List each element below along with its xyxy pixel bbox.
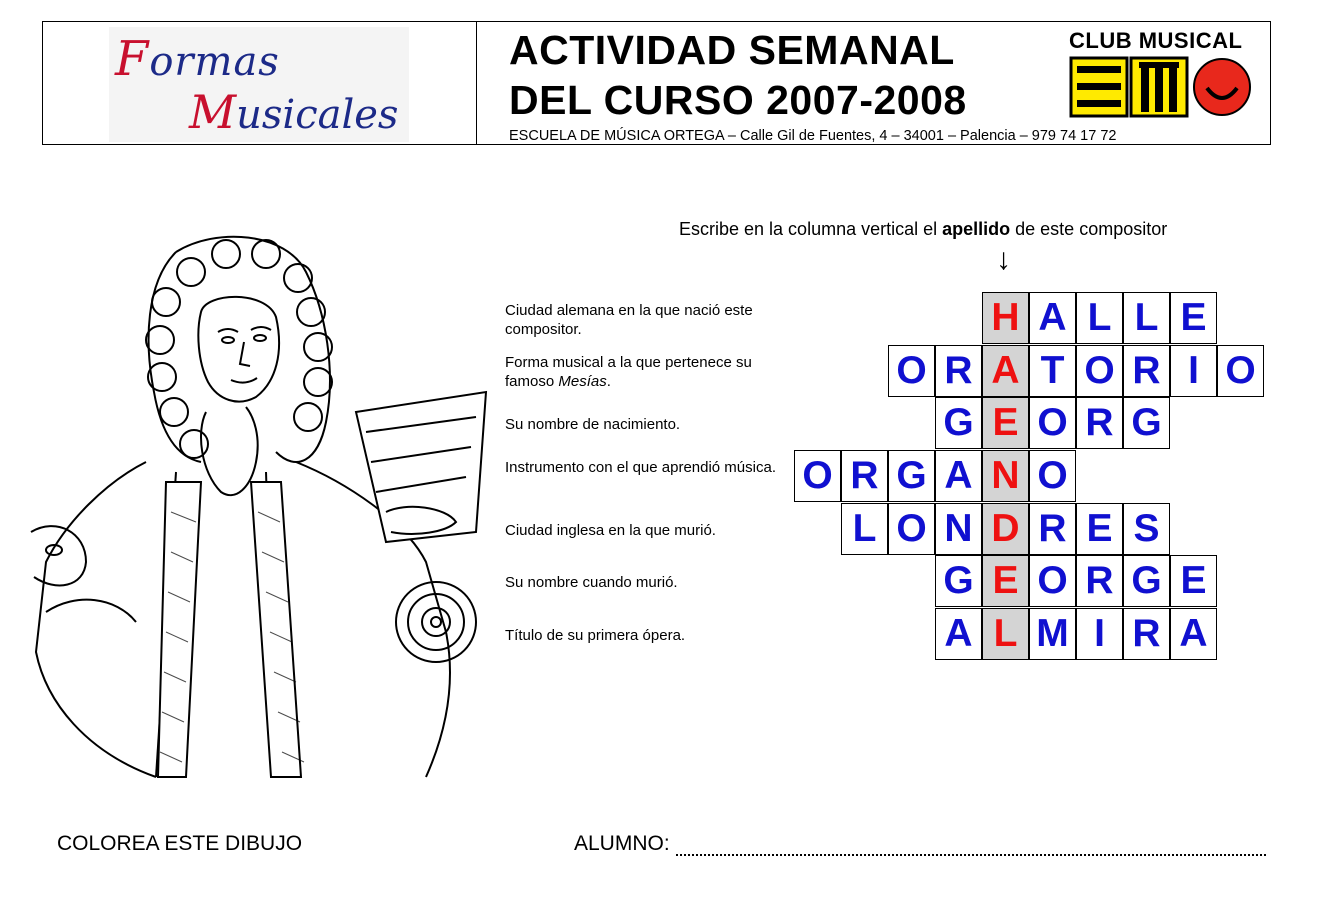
crossword-cell[interactable]: R — [1076, 397, 1123, 449]
crossword-cell[interactable]: O — [888, 503, 935, 555]
crossword-key-cell[interactable]: N — [982, 450, 1029, 502]
title-line-2: DEL CURSO 2007-2008 — [509, 77, 967, 123]
clue-2: Forma musical a la que pertenece su famoso Mesías. — [505, 354, 752, 390]
crossword-cell[interactable]: A — [1029, 292, 1076, 344]
down-arrow-icon: ↓ — [996, 243, 1011, 276]
crossword-cell[interactable]: S — [1123, 503, 1170, 555]
logo-initial-f: F — [115, 31, 150, 87]
clue-4: Instrumento con el que aprendió música. — [505, 459, 776, 476]
crossword-cell[interactable]: E — [1076, 503, 1123, 555]
crossword-key-cell[interactable]: D — [982, 503, 1029, 555]
crossword-cell[interactable]: G — [1123, 555, 1170, 607]
crossword-cell[interactable]: A — [935, 608, 982, 660]
crossword-cell[interactable]: R — [1123, 608, 1170, 660]
crossword-cell[interactable]: R — [935, 345, 982, 397]
crossword-cell[interactable]: T — [1029, 345, 1076, 397]
crossword-cell[interactable]: G — [935, 555, 982, 607]
crossword-cell[interactable]: M — [1029, 608, 1076, 660]
crossword-cell[interactable]: O — [1076, 345, 1123, 397]
crossword-cell[interactable]: O — [794, 450, 841, 502]
club-label: CLUB MUSICAL — [1069, 28, 1243, 53]
crossword-cell[interactable]: R — [1123, 345, 1170, 397]
alumno-field — [574, 832, 1266, 856]
crossword-cell[interactable]: E — [1170, 555, 1217, 607]
crossword-cell[interactable]: R — [1029, 503, 1076, 555]
alumno-label: ALUMNO: — [574, 832, 670, 855]
crossword-key-cell[interactable]: E — [982, 397, 1029, 449]
school-info: ESCUELA DE MÚSICA ORTEGA – Calle Gil de Fuentes, 4 – 34001 – Palencia – 979 74 17 72 — [509, 128, 1117, 144]
crossword-key-cell[interactable]: E — [982, 555, 1029, 607]
crossword-cell[interactable]: O — [1029, 397, 1076, 449]
crossword-key-cell[interactable]: H — [982, 292, 1029, 344]
logo-word-usicales: usicales — [236, 92, 399, 138]
crossword-cell[interactable]: G — [935, 397, 982, 449]
formas-musicales-logo — [109, 27, 409, 142]
crossword-key-cell[interactable]: A — [982, 345, 1029, 397]
clue-5: Ciudad inglesa en la que murió. — [505, 522, 716, 539]
crossword-cell[interactable]: L — [841, 503, 888, 555]
crossword-cell[interactable]: O — [1029, 555, 1076, 607]
clue-3: Su nombre de nacimiento. — [505, 416, 681, 433]
crossword-cell[interactable]: I — [1076, 608, 1123, 660]
logo-word-ormas: ormas — [149, 39, 280, 85]
puzzle-instruction: Escribe en la columna vertical el apellido de este compositor — [679, 219, 1168, 239]
crossword-cell[interactable]: R — [841, 450, 888, 502]
club-musical-logo — [1063, 26, 1263, 122]
clue-6: Su nombre cuando murió. — [505, 574, 678, 591]
alumno-name-line[interactable] — [676, 834, 1266, 856]
crossword-cell[interactable]: L — [1123, 292, 1170, 344]
clue-1: Ciudad alemana en la que nació este compositor. — [505, 302, 753, 338]
composer-portrait-illustration — [26, 232, 498, 782]
crossword-cell[interactable]: I — [1170, 345, 1217, 397]
clue-7: Título de su primera ópera. — [505, 627, 686, 644]
crossword-cell[interactable]: A — [1170, 608, 1217, 660]
title-line-1: ACTIVIDAD SEMANAL — [509, 27, 955, 73]
crossword-cell[interactable]: O — [1217, 345, 1264, 397]
crossword-cell[interactable]: N — [935, 503, 982, 555]
crossword-cell[interactable]: O — [888, 345, 935, 397]
crossword-cell[interactable]: O — [1029, 450, 1076, 502]
header-divider — [476, 22, 477, 144]
crossword-cell[interactable]: G — [1123, 397, 1170, 449]
crossword-cell[interactable]: R — [1076, 555, 1123, 607]
crossword-cell[interactable]: A — [935, 450, 982, 502]
worksheet-header — [42, 21, 1271, 145]
colorea-label: COLOREA ESTE DIBUJO — [57, 832, 303, 855]
crossword-cell[interactable]: G — [888, 450, 935, 502]
emo-logo-icon — [1069, 56, 1259, 120]
logo-initial-m: M — [189, 85, 237, 139]
crossword-cell[interactable]: E — [1170, 292, 1217, 344]
crossword-key-cell[interactable]: L — [982, 608, 1029, 660]
crossword-cell[interactable]: L — [1076, 292, 1123, 344]
